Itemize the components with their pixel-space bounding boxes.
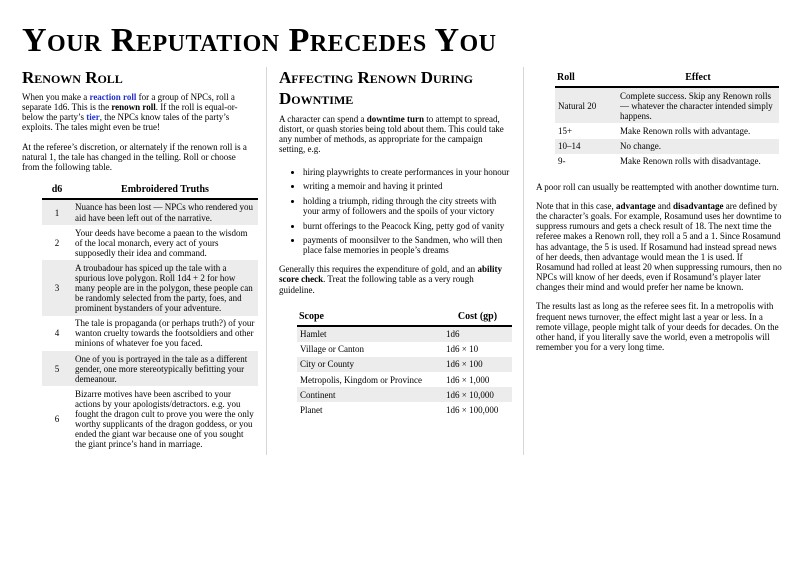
table-row <box>42 199 258 225</box>
column-roll-effect <box>536 67 782 361</box>
table-row <box>297 342 512 357</box>
scope-value: Metropolis, Kingdom or Province <box>300 374 422 385</box>
truth-text: Bizarre motives have been ascribed to your actions by your apologists/detractors. e.g. you fought the dragon cult to prove you were the only worthy supplicants of the dragon goddess, or you ended the giant war because one of you sought the giant prince’s hand in marriage. <box>75 388 254 450</box>
table-header-row <box>42 182 258 199</box>
advantage-term: advantage <box>615 201 656 212</box>
roll-value: 2 <box>54 237 60 248</box>
table-row <box>42 260 258 315</box>
table-row <box>42 386 258 451</box>
text-run: and <box>655 201 673 212</box>
cost-value: 1d6 <box>446 329 460 340</box>
affecting-renown-heading: Affecting Renown During Downtime <box>279 68 474 109</box>
cost-value: 1d6 × 100,000 <box>446 404 499 415</box>
text-run: . Treat the following table as a very rough guideline. <box>279 274 474 295</box>
cost-value: 1d6 × 10 <box>446 344 479 355</box>
scope-value: Village or Canton <box>300 344 364 355</box>
text-run: Note that in this case, <box>536 201 616 212</box>
ability-score-check-term: ability score check <box>279 264 502 285</box>
truth-text: Nuance has been lost — NPCs who rendered you aid have been left out of the narrative. <box>75 202 253 223</box>
table-row <box>555 87 779 123</box>
roll-value: 4 <box>54 328 60 339</box>
table-row <box>42 225 258 260</box>
downtime-outro-paragraph <box>279 264 511 294</box>
page-title: Your Reputation Precedes You <box>22 22 497 59</box>
d6-column-header: d6 <box>42 182 72 199</box>
text-run: are defined by the character’s goals. For example, Rosamund uses her downtime to suppress rumours and gets a check result of 18. The next time the referee makes a Renown roll, they roll a 5 and a 1. Since Rosamund has advantage, the 5 is used. If Rosamund had instead spread news of her deeds, then advantage would mean the 1 is used. If Rosamund had rolled at least 20 when suppressing rumours, then no NPCs will know of her deeds, even if Rosamund’s player later changes their mind and would prefer her name be known. <box>536 201 782 292</box>
list-item: • writing a memoir and having it printed <box>303 181 511 191</box>
table-row <box>42 351 258 386</box>
duration-paragraph: The results last as long as the referee sees fit. In a metropolis with frequent news turnover, the effect might last a year or less. In a remote village, people might talk of your deeds for decades. On the other hand, if you literally save the world, even a metropolis will remember you for a very long time. <box>536 301 779 352</box>
effect-value: No change. <box>620 141 661 151</box>
table-row <box>297 387 512 402</box>
column-renown-roll <box>22 67 254 452</box>
downtime-intro-paragraph <box>279 114 511 154</box>
table-header-row <box>555 70 779 87</box>
reaction-roll-link[interactable]: reaction roll <box>89 92 137 103</box>
list-item: • hiring playwrights to create performances in your honour <box>303 167 511 177</box>
text-run: When you make a <box>22 92 90 103</box>
effect-column-header: Effect <box>617 70 779 87</box>
table-row <box>297 326 512 342</box>
table-row <box>297 372 512 387</box>
three-column-layout <box>22 67 782 455</box>
roll-value: 6 <box>54 413 60 424</box>
roll-value: 1 <box>54 207 60 218</box>
roll-value: 5 <box>54 363 60 374</box>
truth-text: One of you is portrayed in the tale as a different gender, one more stereotypically befitting your demeanour. <box>75 353 248 384</box>
downtime-methods-list <box>279 167 511 256</box>
cost-value: 1d6 × 10,000 <box>446 389 494 400</box>
column-affecting-renown <box>279 67 511 417</box>
scope-value: Planet <box>300 404 323 415</box>
text-run: to attempt to spread, distort, or quash stories being told about them. This could take any number of methods, as appropriate for the campaign setting, e.g. <box>279 113 504 154</box>
roll-value: 10–14 <box>558 141 581 151</box>
effect-value: Make Renown rolls with advantage. <box>620 125 751 136</box>
column-divider-left <box>266 67 267 455</box>
tier-link[interactable]: tier <box>86 112 100 123</box>
effect-value: Complete success. Skip any Renown rolls — whatever the character intended simply happens. <box>620 90 773 121</box>
roll-value: Natural 20 <box>558 100 597 111</box>
roll-value: 3 <box>54 283 60 294</box>
downtime-turn-term: downtime turn <box>366 113 424 124</box>
roll-column-header: Roll <box>555 70 617 87</box>
embroidered-truths-column-header: Embroidered Truths <box>72 182 258 199</box>
effect-value: Make Renown rolls with disadvantage. <box>620 156 761 167</box>
cost-value: 1d6 × 1,000 <box>446 374 490 385</box>
embroidered-truths-table <box>42 182 258 452</box>
table-row <box>555 154 779 169</box>
scope-column-header: Scope <box>297 309 443 326</box>
truth-text: The tale is propaganda (or perhaps truth?) of your wanton cruelty towards the footsoldiers and other minions of whatever foe you faced. <box>75 318 255 349</box>
list-item: • burnt offerings to the Peacock King, petty god of vanity <box>303 221 511 231</box>
cost-value: 1d6 × 100 <box>446 359 483 370</box>
list-item: • holding a triumph, riding through the city streets with your army of followers and the spoils of your victory <box>303 196 511 216</box>
renown-roll-paragraph-1 <box>22 92 254 132</box>
table-header-row <box>297 309 512 326</box>
text-run: Generally this requires the expenditure of gold, and an <box>279 264 478 275</box>
renown-roll-term: renown roll <box>111 102 156 113</box>
text-run: for a group of NPCs, roll a separate 1d6. This is the <box>22 92 235 113</box>
renown-roll-paragraph-2: At the referee’s discretion, or alternately if the renown roll is a natural 1, the tale has changed in the telling. Roll or choose from the following table. <box>22 142 247 173</box>
scope-value: Continent <box>300 389 336 400</box>
text-run: A character can spend a <box>279 113 367 124</box>
text-run: . If the roll is equal-or-below the party’s <box>22 102 238 123</box>
scope-value: City or County <box>300 359 355 370</box>
column-divider-right <box>523 67 524 455</box>
list-item: • payments of moonsilver to the Sandmen, who will then place false memories in people’s dreams <box>303 235 511 255</box>
truth-text: Your deeds have become a paean to the wisdom of the local monarch, every act of yours supposedly their idea and command. <box>75 227 248 258</box>
table-row <box>555 123 779 138</box>
table-row <box>42 316 258 351</box>
scope-value: Hamlet <box>300 329 327 340</box>
truth-text: A troubadour has spiced up the tale with a spurious love polygon. Roll 1d4 + 2 for how many people are in the polygon, these people can be randomly selected from the party, foes, and prominent bystanders of your adventure. <box>75 262 253 314</box>
scope-cost-table <box>297 309 512 418</box>
advantage-note-paragraph <box>536 201 782 292</box>
roll-value: 15+ <box>558 125 573 136</box>
renown-roll-heading: Renown Roll <box>22 68 123 87</box>
table-row <box>297 357 512 372</box>
roll-value: 9- <box>558 156 566 167</box>
cost-column-header: Cost (gp) <box>443 309 512 326</box>
disadvantage-term: disadvantage <box>673 201 724 212</box>
poor-roll-paragraph: A poor roll can usually be reattempted with another downtime turn. <box>536 181 779 192</box>
table-row <box>555 139 779 154</box>
table-row <box>297 402 512 417</box>
roll-effect-table <box>555 70 779 169</box>
text-run: , the NPCs know tales of the party’s exploits. The tales might even be true! <box>22 112 230 133</box>
